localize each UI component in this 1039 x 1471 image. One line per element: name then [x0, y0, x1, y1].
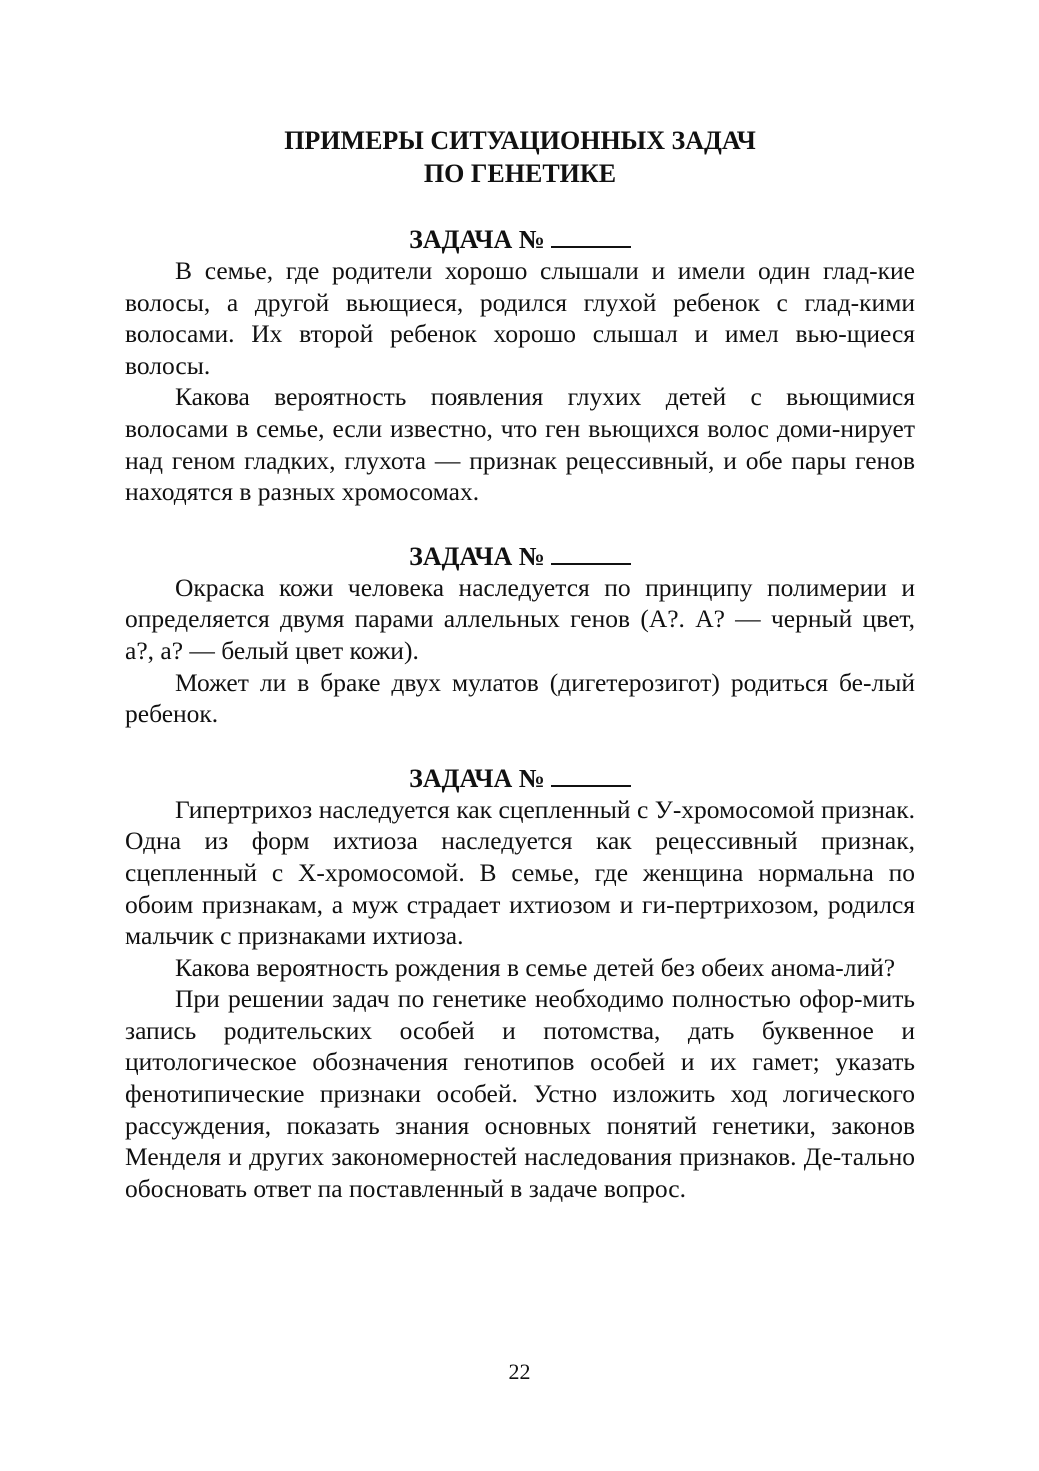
task-number-blank [551, 541, 631, 565]
task-section-3 [125, 763, 915, 1205]
task-heading-label: ЗАДАЧА № [409, 225, 545, 254]
task-heading-1 [125, 224, 915, 255]
page-content [125, 124, 915, 1204]
page-title-line-1: ПРИМЕРЫ СИТУАЦИОННЫХ ЗАДАЧ [284, 126, 756, 155]
task-3-paragraph-2: Какова вероятность рождения в семье детей без обеих анома-лий? [175, 952, 896, 982]
task-heading-2 [125, 541, 915, 572]
task-section-1 [125, 224, 915, 508]
task-number-blank [551, 763, 631, 787]
task-1-paragraph-1: В семье, где родители хорошо слышали и имели один глад-кие волосы, а другой вьющиеся, родился глухой ребенок с глад-кими волосами. Их второй ребенок хорошо слышал и имел вью-щиеся волосы. [125, 256, 915, 380]
task-1-paragraph-2: Какова вероятность появления глухих детей с вьющимися волосами в семье, если известно, что ген вьющихся волос доми-нирует над геном гладких, глухота — признак рецессивный, и обе пары генов находятся в разных хромосомах. [125, 382, 915, 507]
task-2-paragraph-2: Может ли в браке двух мулатов (дигетерозигот) родиться бе-лый ребенок. [125, 667, 915, 729]
task-3-paragraph-1: Гипертрихоз наследуется как сцепленный с У-хромосомой признак. Одна из форм ихтиоза наследуется как рецессивный признак, сцепленный с Х-хромосомой. В семье, где женщина нормальна по обоим признакам, а муж страдает ихтиозом и ги-пертрихозом, родился мальчик с признаками ихтиоза. [125, 794, 915, 951]
task-section-2 [125, 541, 915, 730]
task-heading-3 [125, 763, 915, 794]
task-heading-label: ЗАДАЧА № [409, 541, 545, 571]
task-3-paragraph-3: При решении задач по генетике необходимо полностью офор-мить запись родительских особей и потомства, дать буквенное и цитологическое обозначения генотипов особей и их гамет; указать фенотипические признаки особей. Устно изложить ход логического рассуждения, показать знания основных понятий генетики, законов Менделя и других закономерностей наследования признаков. Де-тально обосновать ответ па поставленный в задаче вопрос. [125, 984, 915, 1203]
task-heading-label: ЗАДАЧА № [409, 763, 545, 793]
page-title-line-2: ПО ГЕНЕТИКЕ [423, 159, 617, 188]
page-title [125, 124, 915, 190]
task-2-paragraph-1: Окраска кожи человека наследуется по принципу полимерии и определяется двумя парами аллельных генов (А?. А? — черный цвет, а?, а? — белый цвет кожи). [125, 572, 915, 665]
task-number-blank [551, 224, 631, 248]
page-number: 22 [508, 1359, 531, 1384]
